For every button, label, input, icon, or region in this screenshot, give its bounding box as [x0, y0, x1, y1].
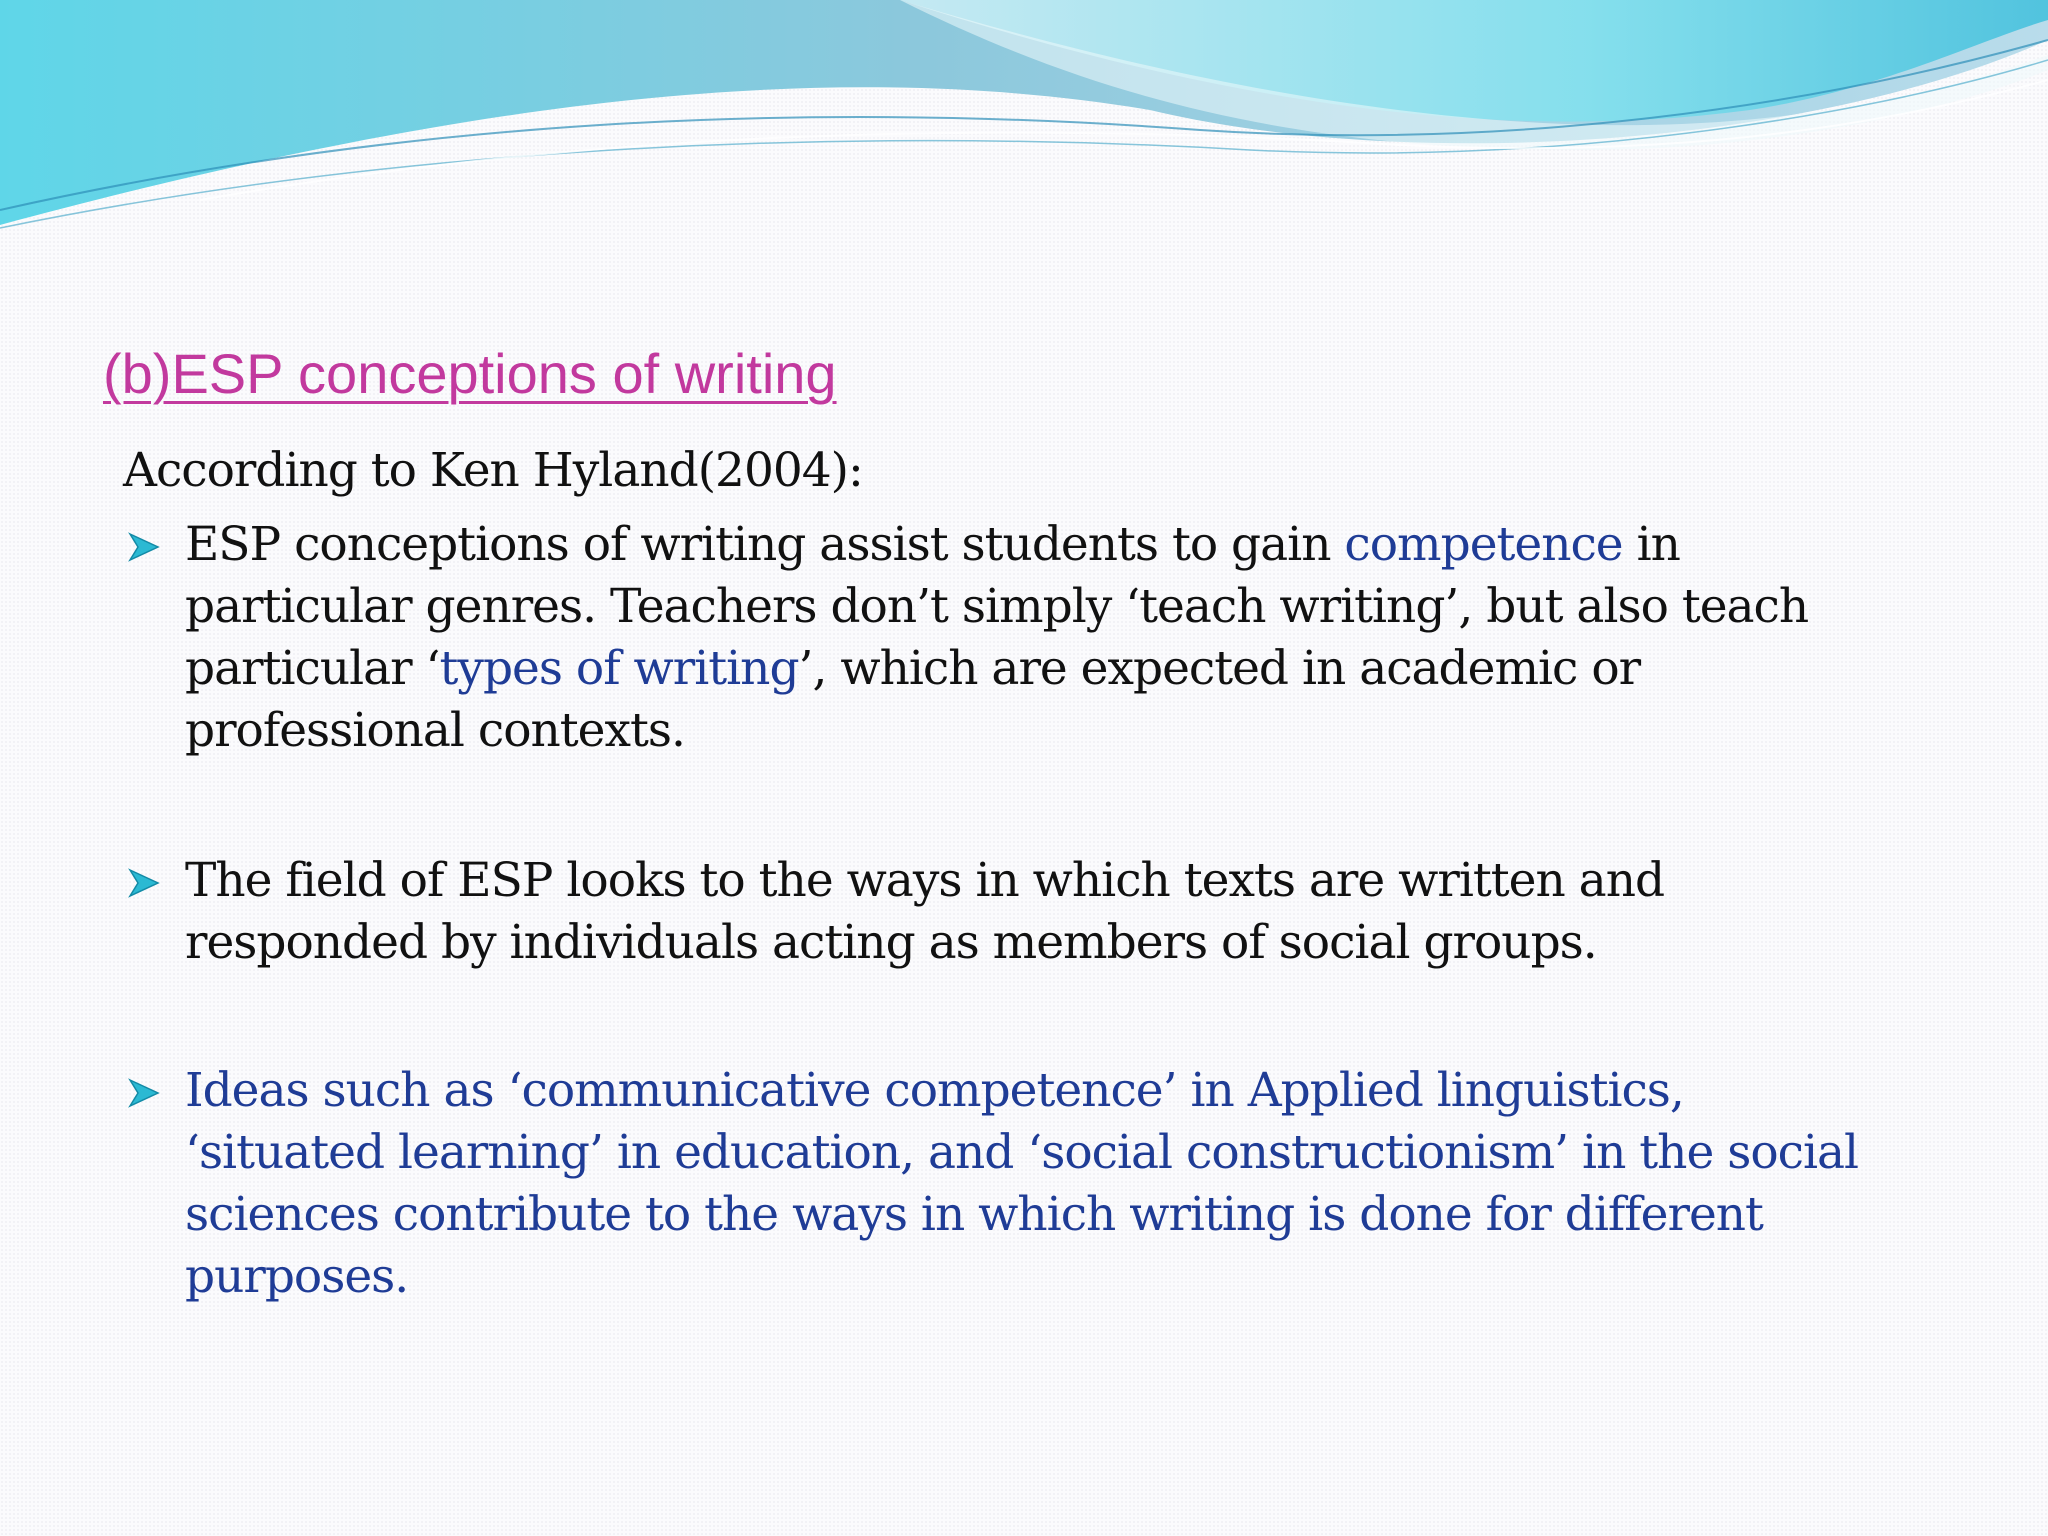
header-wave-decoration [0, 0, 2048, 240]
highlight-types-of-writing: types of writing [439, 641, 799, 696]
bullet-text-part: in particular genres. Teachers don’t simply ‘teach writing’, but also teach particular ‘ [185, 517, 1809, 696]
arrow-bullet-icon [126, 868, 162, 898]
slide-title: (b)ESP conceptions of writing [103, 342, 837, 405]
bullet-text-part: ’, which are expected in academic or professional contexts. [185, 641, 1641, 758]
intro-text: According to Ken Hyland(2004): [123, 443, 863, 498]
bullet-item-field-of-esp [126, 850, 1886, 974]
bullet-text [185, 514, 1886, 762]
bullet-text: Ideas such as ‘communicative competence’ in Applied linguistics, ‘situated learning’ in education, and ‘social constructionism’ in the social sciences contribute to the ways in which writing is done for different purposes. [185, 1063, 1859, 1304]
arrow-bullet-icon [126, 532, 162, 562]
highlight-competence: competence [1344, 517, 1623, 572]
arrow-bullet-icon [126, 1078, 162, 1108]
bullet-text: The field of ESP looks to the ways in which texts are written and responded by individuals acting as members of social groups. [185, 853, 1665, 970]
bullet-item-competence [126, 514, 1886, 762]
bullet-text-part: ESP conceptions of writing assist students to gain [185, 517, 1345, 572]
bullet-item-ideas [126, 1060, 1886, 1308]
